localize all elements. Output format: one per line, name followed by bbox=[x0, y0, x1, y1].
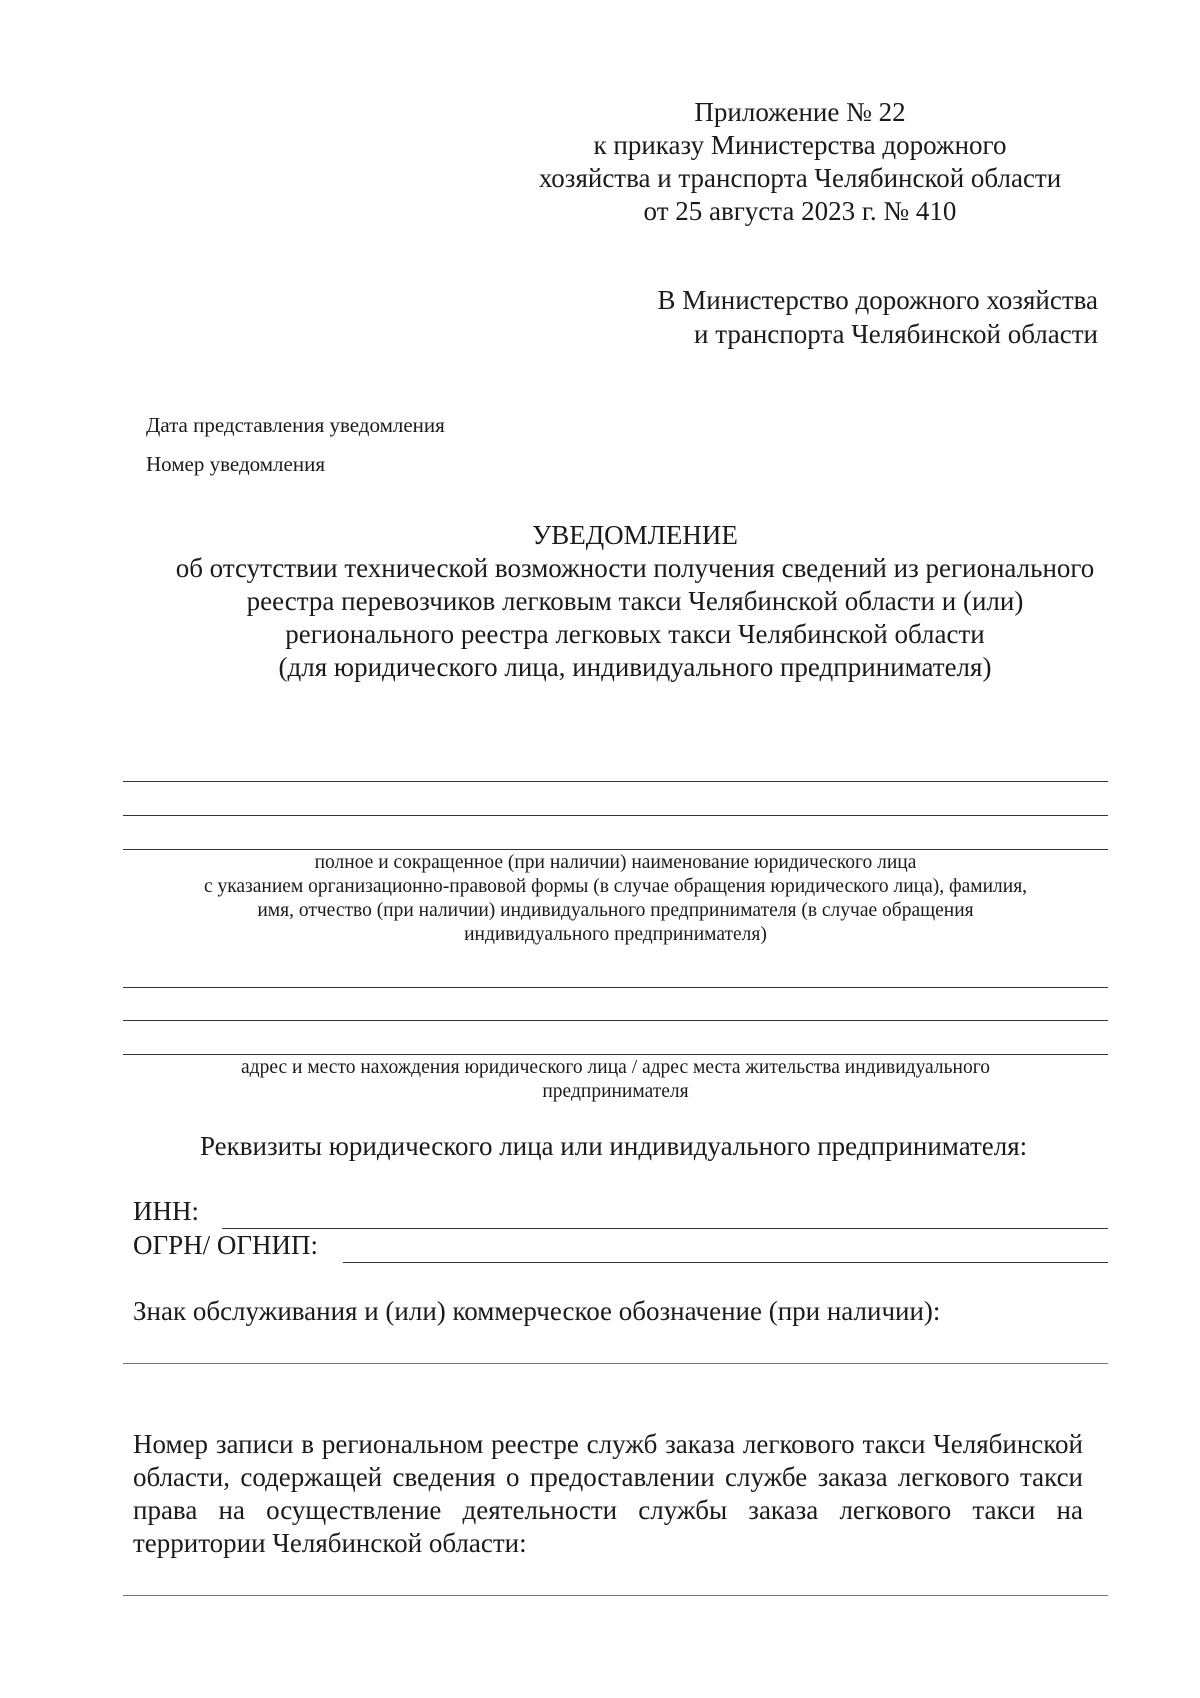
document-title: УВЕДОМЛЕНИЕ bbox=[532, 520, 738, 550]
appendix-order-date: от 25 августа 2023 г. № 410 bbox=[643, 196, 957, 226]
subtitle-line-2: реестра перевозчиков легковым такси Челябинской области и (или) bbox=[246, 586, 1024, 616]
appendix-order-ref: к приказу Министерства дорожного bbox=[593, 130, 1007, 160]
name-fill-line-2[interactable] bbox=[123, 815, 1108, 816]
name-field-caption bbox=[123, 851, 1108, 947]
requisites-heading: Реквизиты юридического лица или индивидуального предпринимателя: bbox=[200, 1131, 1028, 1161]
service-mark-label: Знак обслуживания и (или) коммерческое обозначение (при наличии): bbox=[133, 1296, 941, 1326]
appendix-ministry: хозяйства и транспорта Челябинской области bbox=[538, 163, 1062, 193]
address-caption-line-2: предпринимателя bbox=[542, 1081, 689, 1102]
service-mark-fill-line[interactable] bbox=[123, 1363, 1108, 1364]
address-fill-line-1[interactable] bbox=[123, 987, 1108, 988]
name-caption-line-2: с указанием организационно-правовой формы (в случае обращения юридического лица), фамилия, bbox=[203, 876, 1028, 897]
document-subtitle bbox=[120, 552, 1150, 684]
address-fill-line-2[interactable] bbox=[123, 1020, 1108, 1021]
name-fill-line-1[interactable] bbox=[123, 781, 1108, 782]
addressee-line-2: и транспорта Челябинской области bbox=[694, 319, 1098, 349]
address-caption-line-1: адрес и место нахождения юридического лица / адрес места жительства индивидуального bbox=[241, 1057, 990, 1078]
name-caption-line-1: полное и сокращенное (при наличии) наименование юридического лица bbox=[314, 852, 917, 873]
addressee-block bbox=[560, 283, 1098, 351]
address-field-caption bbox=[123, 1056, 1108, 1104]
notification-number-label: Номер уведомления bbox=[146, 452, 325, 476]
name-caption-line-4: индивидуального предпринимателя) bbox=[464, 924, 767, 945]
registry-record-fill-line[interactable] bbox=[123, 1595, 1108, 1596]
appendix-header bbox=[500, 96, 1100, 228]
subtitle-line-3: регионального реестра легковых такси Челябинской области bbox=[285, 619, 985, 649]
address-fill-line-3[interactable] bbox=[123, 1054, 1108, 1055]
ogrn-label: ОГРН/ ОГНИП: bbox=[133, 1230, 318, 1260]
inn-label: ИНН: bbox=[133, 1196, 199, 1226]
registry-record-text: Номер записи в региональном реестре служб заказа легкового такси Челябинской области, содержащей сведения о предоставлении службе заказа легкового такси права на осуществление деятельности службы заказа легкового такси на территории Челябинской области: bbox=[133, 1429, 1083, 1558]
addressee-line-1: В Министерство дорожного хозяйства bbox=[657, 285, 1098, 315]
submission-date-label: Дата представления уведомления bbox=[146, 413, 445, 437]
subtitle-line-1: об отсутствии технической возможности получения сведений из регионального bbox=[175, 553, 1095, 583]
subtitle-line-4: (для юридического лица, индивидуального предпринимателя) bbox=[278, 652, 992, 682]
name-caption-line-3: имя, отчество (при наличии) индивидуального предпринимателя (в случае обращения bbox=[257, 900, 974, 921]
inn-fill-line[interactable] bbox=[222, 1228, 1108, 1229]
appendix-number: Приложение № 22 bbox=[694, 97, 906, 127]
name-fill-line-3[interactable] bbox=[123, 849, 1108, 850]
ogrn-fill-line[interactable] bbox=[343, 1262, 1108, 1263]
